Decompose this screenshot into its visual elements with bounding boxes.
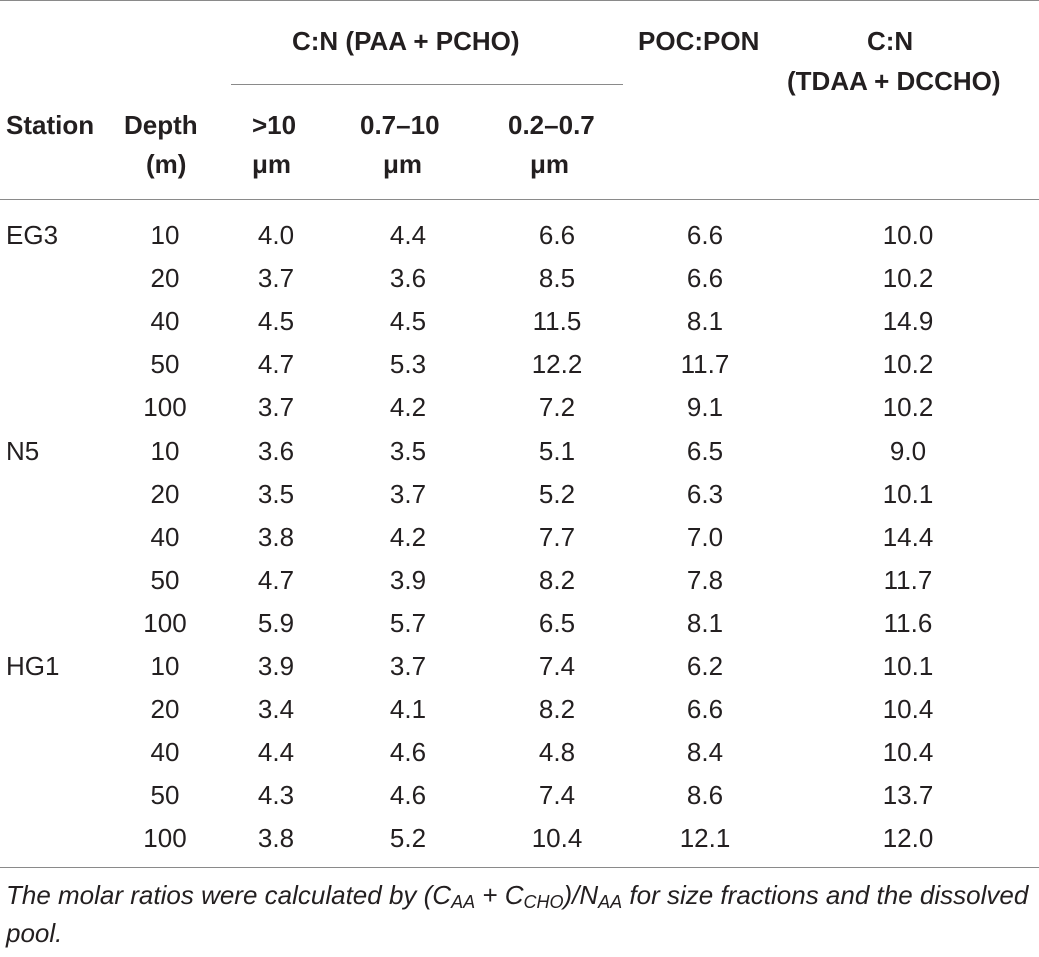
cell-depth: 100 bbox=[143, 392, 187, 422]
cell-cn-gt10: 4.3 bbox=[257, 780, 295, 810]
cell-cn-0.2-0.7: 8.2 bbox=[538, 694, 576, 724]
header-cn-particulate: C:N (PAA + PCHO) bbox=[292, 26, 520, 56]
cell-depth: 40 bbox=[150, 306, 180, 336]
cell-poc-pon: 7.8 bbox=[686, 565, 724, 595]
cell-cn-dissolved: 10.2 bbox=[882, 263, 934, 293]
cell-cn-0.7-10: 5.7 bbox=[389, 608, 427, 638]
table-top-rule bbox=[0, 0, 1039, 1]
cell-station: HG1 bbox=[6, 651, 60, 681]
cell-cn-gt10: 3.7 bbox=[257, 263, 295, 293]
cell-cn-gt10: 3.8 bbox=[257, 823, 295, 853]
cell-cn-0.2-0.7: 7.4 bbox=[538, 780, 576, 810]
table-bottom-rule bbox=[0, 867, 1039, 868]
cell-cn-0.2-0.7: 7.2 bbox=[538, 392, 576, 422]
cell-cn-gt10: 4.7 bbox=[257, 565, 295, 595]
cell-cn-0.7-10: 4.1 bbox=[389, 694, 427, 724]
cell-cn-0.7-10: 5.2 bbox=[389, 823, 427, 853]
header-size-0.7-10: 0.7–10 bbox=[360, 110, 440, 140]
cell-cn-0.7-10: 5.3 bbox=[389, 349, 427, 379]
cell-cn-dissolved: 14.4 bbox=[882, 522, 934, 552]
cell-cn-0.2-0.7: 8.2 bbox=[538, 565, 576, 595]
cell-station: EG3 bbox=[6, 220, 59, 250]
cell-cn-gt10: 4.7 bbox=[257, 349, 295, 379]
cell-depth: 10 bbox=[150, 436, 180, 466]
cell-cn-gt10: 5.9 bbox=[257, 608, 295, 638]
cell-depth: 100 bbox=[143, 608, 187, 638]
cell-depth: 40 bbox=[150, 522, 180, 552]
cell-depth: 40 bbox=[150, 737, 180, 767]
cell-cn-0.7-10: 3.5 bbox=[389, 436, 427, 466]
cell-poc-pon: 6.6 bbox=[686, 263, 724, 293]
cell-cn-dissolved: 11.6 bbox=[883, 608, 933, 638]
cell-cn-0.2-0.7: 5.1 bbox=[538, 436, 576, 466]
cell-cn-dissolved: 10.2 bbox=[882, 349, 934, 379]
cell-cn-0.7-10: 4.5 bbox=[389, 306, 427, 336]
cell-poc-pon: 6.6 bbox=[686, 694, 724, 724]
header-cn-dissolved-line1: C:N bbox=[867, 26, 914, 56]
cell-depth: 20 bbox=[150, 479, 180, 509]
cell-cn-0.7-10: 4.6 bbox=[389, 737, 427, 767]
cell-cn-dissolved: 14.9 bbox=[882, 306, 934, 336]
cell-cn-dissolved: 10.2 bbox=[882, 392, 934, 422]
cell-cn-dissolved: 9.0 bbox=[889, 436, 927, 466]
cell-cn-dissolved: 11.7 bbox=[883, 565, 933, 595]
cell-poc-pon: 8.1 bbox=[686, 608, 724, 638]
cell-cn-0.7-10: 3.9 bbox=[389, 565, 427, 595]
header-depth-line1: Depth bbox=[124, 110, 198, 140]
header-size-gt10-unit: μm bbox=[252, 149, 292, 179]
cell-poc-pon: 6.6 bbox=[686, 220, 724, 250]
cell-cn-0.2-0.7: 11.5 bbox=[532, 306, 582, 336]
cell-cn-dissolved: 12.0 bbox=[882, 823, 934, 853]
cell-depth: 20 bbox=[150, 694, 180, 724]
table-footnote: The molar ratios were calculated by $(C_{AA} + C_{CHO})/N_{AA}$ for size fractions and the dissolved pool. bbox=[6, 880, 1029, 948]
cell-cn-0.2-0.7: 12.2 bbox=[531, 349, 583, 379]
header-station: Station bbox=[6, 110, 95, 140]
header-depth-line2: (m) bbox=[146, 149, 187, 179]
cell-depth: 100 bbox=[143, 823, 187, 853]
header-size-0.7-10-unit: μm bbox=[383, 149, 423, 179]
cell-depth: 20 bbox=[150, 263, 180, 293]
cell-cn-0.2-0.7: 4.8 bbox=[538, 737, 576, 767]
cell-cn-gt10: 3.9 bbox=[257, 651, 295, 681]
cell-cn-0.2-0.7: 10.4 bbox=[531, 823, 583, 853]
cell-poc-pon: 6.2 bbox=[686, 651, 724, 681]
cell-cn-dissolved: 10.1 bbox=[882, 651, 934, 681]
header-size-0.2-0.7: 0.2–0.7 bbox=[508, 110, 595, 140]
header-size-gt10: >10 bbox=[252, 110, 297, 140]
cell-cn-0.7-10: 4.2 bbox=[389, 392, 427, 422]
cell-cn-0.2-0.7: 8.5 bbox=[538, 263, 576, 293]
header-bottom-rule bbox=[0, 199, 1039, 200]
cell-poc-pon: 6.5 bbox=[686, 436, 724, 466]
cell-poc-pon: 12.1 bbox=[679, 823, 731, 853]
cell-depth: 10 bbox=[150, 220, 180, 250]
cell-cn-gt10: 3.8 bbox=[257, 522, 295, 552]
cell-cn-dissolved: 10.0 bbox=[882, 220, 934, 250]
cell-cn-0.7-10: 4.6 bbox=[389, 780, 427, 810]
cell-depth: 50 bbox=[150, 349, 180, 379]
cell-cn-gt10: 4.5 bbox=[257, 306, 295, 336]
cell-cn-0.7-10: 3.7 bbox=[389, 651, 427, 681]
cell-cn-0.7-10: 4.2 bbox=[389, 522, 427, 552]
cell-cn-gt10: 4.0 bbox=[257, 220, 295, 250]
header-size-0.2-0.7-unit: μm bbox=[530, 149, 570, 179]
cell-depth: 50 bbox=[150, 565, 180, 595]
cell-cn-0.2-0.7: 7.4 bbox=[538, 651, 576, 681]
cell-station: N5 bbox=[6, 436, 40, 466]
cell-cn-0.2-0.7: 6.6 bbox=[538, 220, 576, 250]
cell-poc-pon: 11.7 bbox=[680, 349, 730, 379]
cell-cn-dissolved: 13.7 bbox=[882, 780, 934, 810]
cell-depth: 50 bbox=[150, 780, 180, 810]
cell-poc-pon: 9.1 bbox=[686, 392, 724, 422]
cell-cn-gt10: 3.5 bbox=[257, 479, 295, 509]
cell-cn-gt10: 3.4 bbox=[257, 694, 295, 724]
cell-poc-pon: 8.1 bbox=[686, 306, 724, 336]
cell-cn-dissolved: 10.4 bbox=[882, 737, 934, 767]
cell-cn-dissolved: 10.4 bbox=[882, 694, 934, 724]
cell-cn-0.7-10: 4.4 bbox=[389, 220, 427, 250]
cell-cn-gt10: 4.4 bbox=[257, 737, 295, 767]
cell-poc-pon: 8.6 bbox=[686, 780, 724, 810]
cell-poc-pon: 7.0 bbox=[686, 522, 724, 552]
cell-cn-dissolved: 10.1 bbox=[882, 479, 934, 509]
cell-cn-0.2-0.7: 6.5 bbox=[538, 608, 576, 638]
cell-cn-0.7-10: 3.6 bbox=[389, 263, 427, 293]
header-group-rule bbox=[231, 84, 623, 85]
cell-cn-gt10: 3.7 bbox=[257, 392, 295, 422]
header-cn-dissolved-line2: (TDAA + DCCHO) bbox=[787, 66, 1001, 96]
cell-cn-0.2-0.7: 5.2 bbox=[538, 479, 576, 509]
cell-cn-0.2-0.7: 7.7 bbox=[538, 522, 576, 552]
cell-depth: 10 bbox=[150, 651, 180, 681]
cell-cn-0.7-10: 3.7 bbox=[389, 479, 427, 509]
cell-cn-gt10: 3.6 bbox=[257, 436, 295, 466]
header-poc-pon: POC:PON bbox=[638, 26, 760, 56]
cell-poc-pon: 6.3 bbox=[686, 479, 724, 509]
cell-poc-pon: 8.4 bbox=[686, 737, 724, 767]
